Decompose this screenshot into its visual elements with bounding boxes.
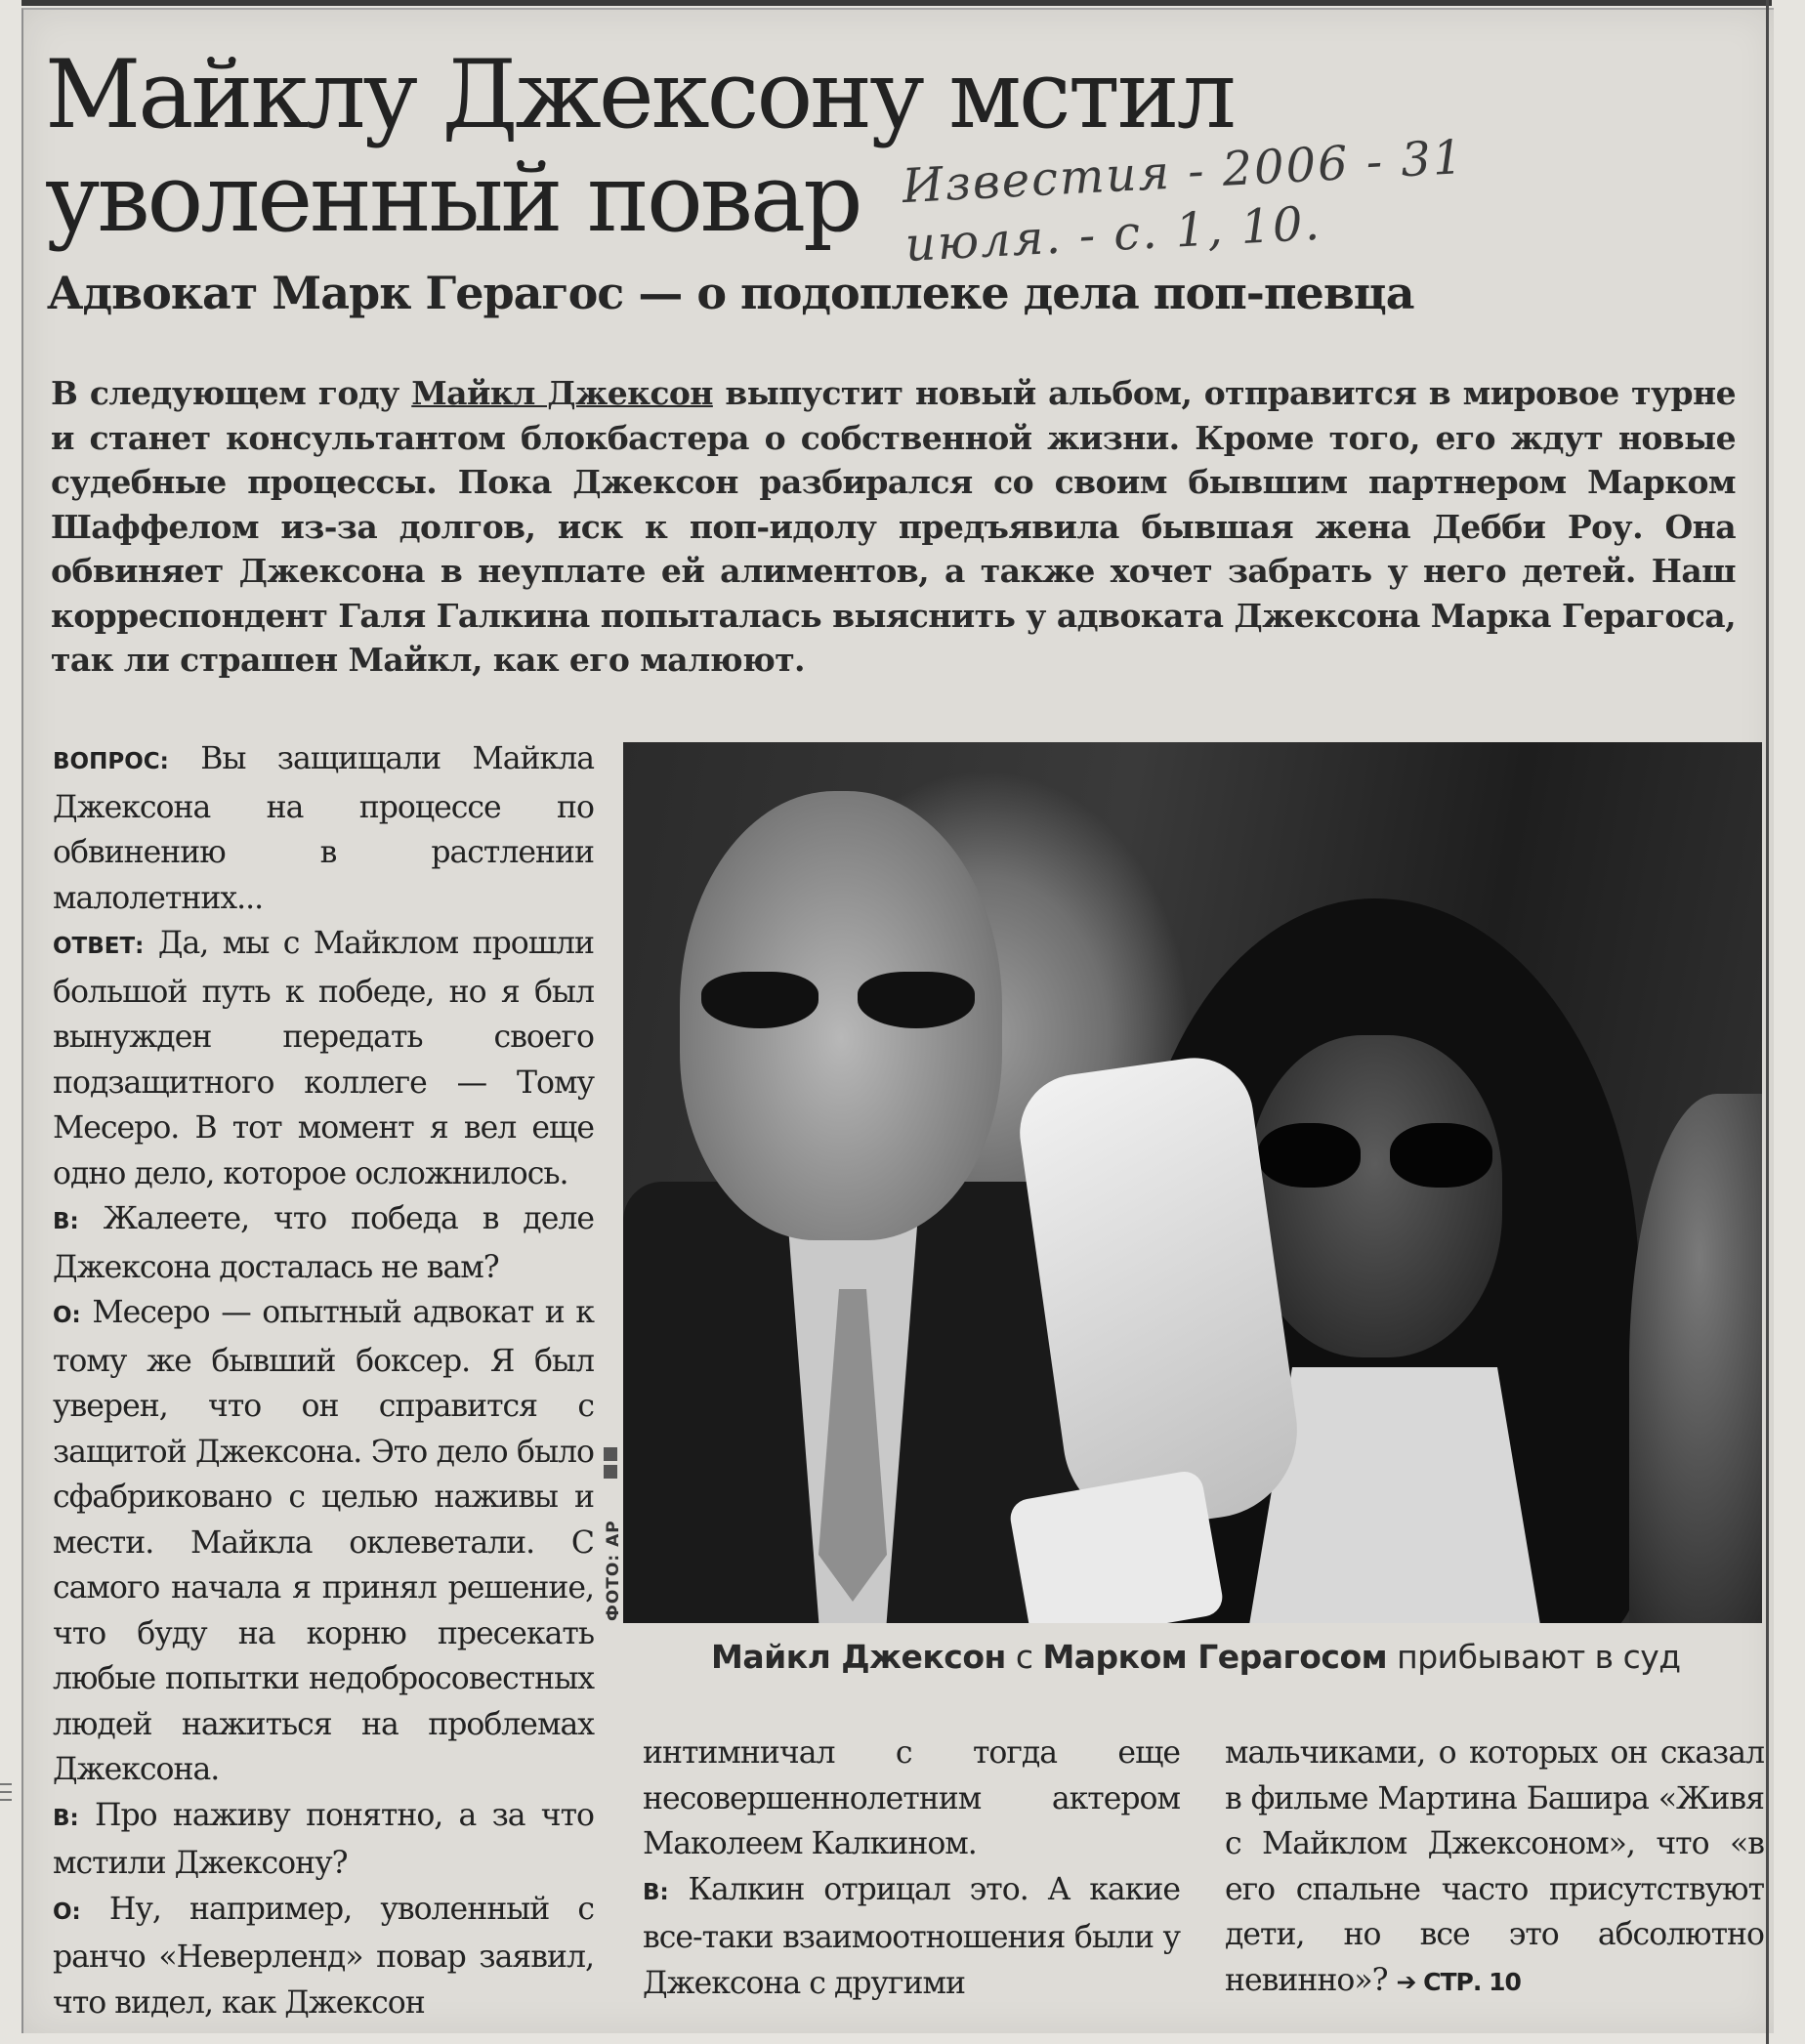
- question-3: [53, 1793, 594, 1887]
- question-label: В:: [643, 1879, 669, 1905]
- news-photo: [623, 742, 1762, 1623]
- question-2: [53, 1196, 594, 1290]
- margin-mark: [0, 1777, 16, 1856]
- photo-face: [1248, 1035, 1502, 1357]
- lead-part-1: В следующем году: [51, 374, 412, 412]
- question-text: Жалеете, что победа в деле Джексона досталась не вам?: [53, 1201, 594, 1285]
- answer-label: ОТВЕТ:: [53, 934, 145, 959]
- answer-text: Ну, например, уволенный с ранчо «Неверленд» повар заявил, что видел, как Джексон: [53, 1891, 594, 2021]
- right-border: [1766, 0, 1769, 2044]
- caption-with: с: [1005, 1638, 1043, 1676]
- subtitle: Адвокат Марк Герагос — о подоплеке дела поп-певца: [47, 267, 1414, 319]
- article-column-2: [643, 1731, 1180, 2006]
- column-2-text: интимничал с тогда еще несовершеннолетним актером Маколеем Калкином.: [643, 1735, 1180, 1861]
- article-column-3: [1225, 1731, 1764, 2005]
- answer-text: Месеро — опытный адвокат и к тому же бывший боксер. Я был уверен, что он справится с защитой Джексона. Это дело было сфабриковано с целью наживы и мести. Майкла оклеветали. С самого начала я принял решение, что буду на корню пресекать любые попытки недобросовестных людей нажиться на проблемах Джексона.: [53, 1295, 594, 1787]
- caption-name-1: Майкл Джексон: [711, 1638, 1006, 1676]
- lead-part-3: попыталась выяснить у адвоката Джексона Марка Герагоса, так ли страшен Майкл, как его малюют.: [51, 596, 1736, 679]
- column-3-text: [1225, 1731, 1764, 2005]
- question-label: В:: [53, 1209, 79, 1234]
- lead-reporter-name: Галя Галкина: [338, 596, 590, 635]
- answer-label: О:: [53, 1898, 81, 1925]
- handwritten-line-2: июля. - с. 1, 10.: [903, 195, 1323, 272]
- continued-on-page: ➔ СТР. 10: [1396, 1967, 1521, 1996]
- question-label: В:: [53, 1805, 79, 1831]
- lead-part-2: выпустит новый альбом, отправится в мировое турне и станет консультантом блокбастера о собственной жизни. Кроме того, его ждут новые судебные процессы. Пока Джексон разбирался со своим бывшим партнером Марком Шаффелом из-за долгов, иск к поп-идолу предъявила бывшая жена Дебби Роу. Она обвиняет Джексона в неуплате ей алиментов, а также хочет забрать у него детей. Наш корреспондент: [51, 374, 1736, 635]
- answer-1: [53, 921, 594, 1196]
- question-label: ВОПРОС:: [53, 749, 169, 774]
- lead-paragraph: [51, 371, 1736, 683]
- credit-marks: [604, 1447, 621, 1482]
- answer-label: О:: [53, 1303, 81, 1328]
- answer-text: Да, мы с Майклом прошли большой путь к победе, но я был вынужден передать своего подзащитного коллеге — Тому Месеро. В тот момент я вел еще одно дело, которое осложнилось.: [53, 926, 594, 1191]
- answer-2: [53, 1290, 594, 1793]
- caption-name-2: Марком Герагосом: [1042, 1638, 1388, 1676]
- answer-3: [53, 1887, 594, 2026]
- question-text: Про наживу понятно, а за что мстили Джексону?: [53, 1797, 594, 1881]
- handwritten-line-1: Известия - 2006 - 31: [901, 130, 1466, 215]
- lead-underlined-name: Майкл Джексон: [411, 374, 713, 412]
- article-column-1: [53, 736, 594, 2025]
- column-3-body: мальчиками, о которых он сказал в фильме Мартина Башира «Живя с Майклом Джексоном», что «в его спальне часто присутствуют дети, но все это абсолютно невинно»?: [1225, 1735, 1764, 1998]
- caption-rest: прибывают в суд: [1387, 1638, 1681, 1676]
- photo-credit: ФОТО: AP: [604, 1520, 623, 1621]
- question-text: Калкин отрицал это. А какие все-таки взаимоотношения были у Джексона с другими: [643, 1871, 1180, 2001]
- photo-caption: [711, 1636, 1762, 1679]
- headline-line-1: Майклу Джексону мстил: [45, 40, 1234, 149]
- top-border: [21, 0, 1772, 6]
- headline-line-2: уволенный повар: [45, 144, 861, 253]
- photo-sunglasses-2: [1258, 1123, 1492, 1191]
- photo-sunglasses: [701, 972, 975, 1030]
- question-1: [53, 736, 594, 921]
- question-text: Вы защищали Майкла Джексона на процессе по обвинению в растлении малолетних...: [53, 741, 594, 916]
- question-4: [643, 1867, 1180, 2007]
- photo-bystander: [1629, 1094, 1762, 1623]
